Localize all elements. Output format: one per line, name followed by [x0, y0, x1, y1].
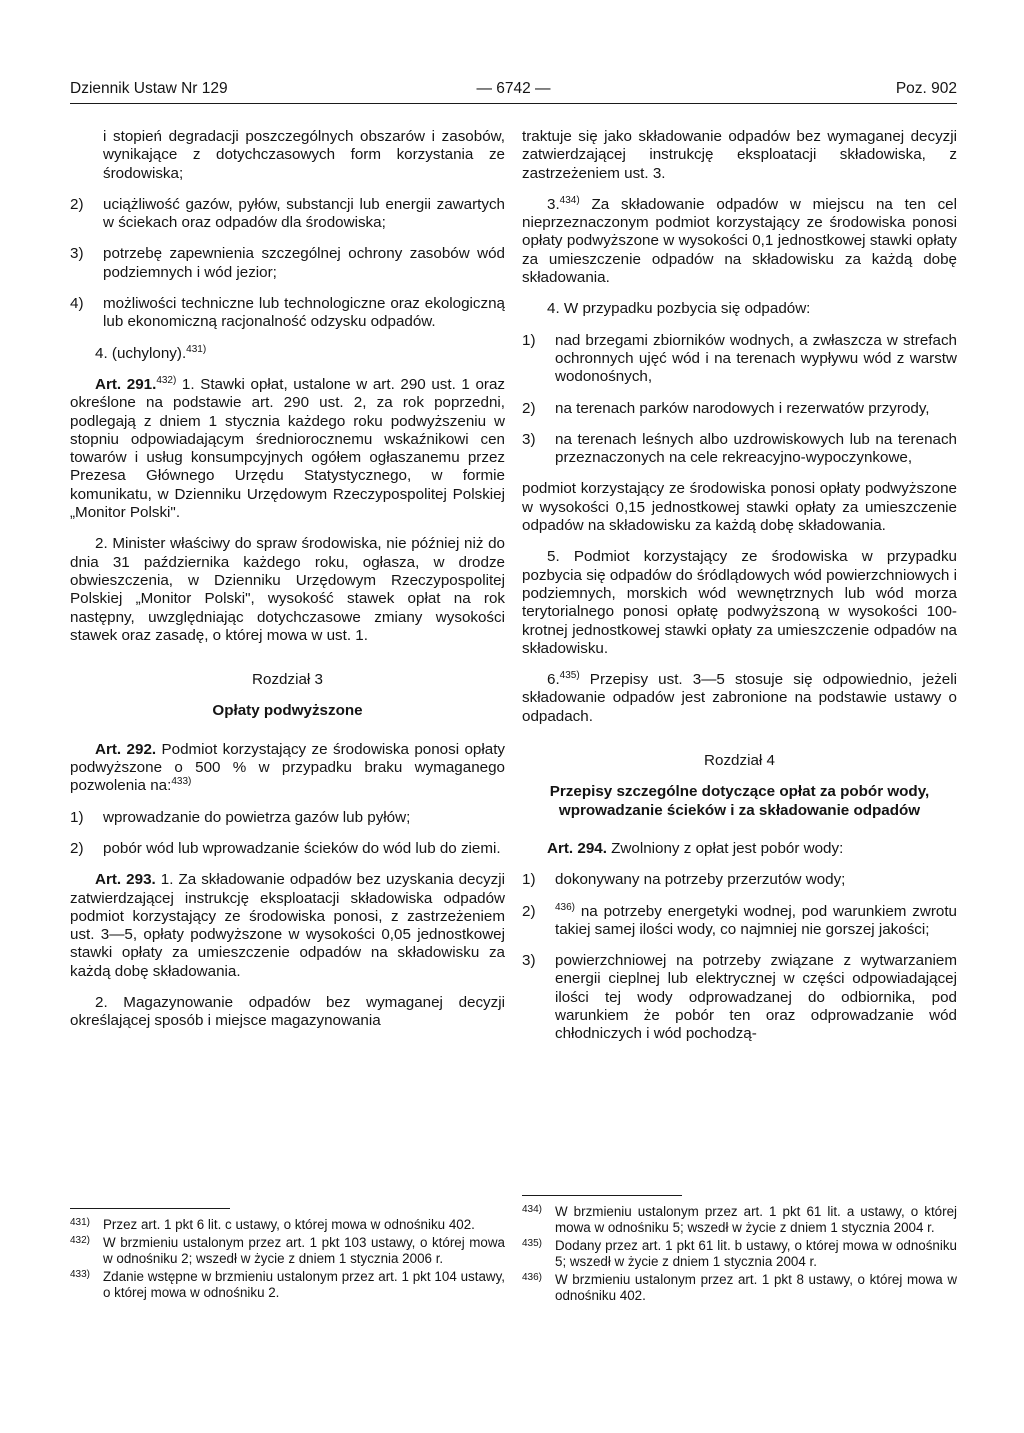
chapter-title: Opłaty podwyższone — [212, 702, 363, 720]
list-number: 1) — [70, 808, 84, 826]
list-number: 3) — [70, 245, 84, 263]
footnote-number: 436) — [522, 1272, 543, 1283]
footnote-ref: 436) — [555, 901, 576, 913]
list-number: 2) — [522, 902, 536, 920]
page-header — [70, 80, 957, 102]
footnote-ref: 431) — [186, 343, 207, 355]
footnote-number: 433) — [70, 1269, 91, 1280]
article-label: Art. 293. — [95, 871, 156, 889]
footnote — [522, 1238, 957, 1270]
article-text: Zwolniony z opłat jest pobór wody: — [606, 839, 844, 857]
list-text: na potrzeby energetyki wodnej, pod warunkiem zwrotu takiej samej ilości wody, co najmniej nie gorszej jakości; — [555, 902, 957, 938]
article-293 — [70, 871, 505, 981]
paragraph-text: 4. (uchylony). — [95, 344, 187, 362]
list-item — [522, 952, 957, 1043]
article-291-para-2: 2. Minister właściwy do spraw środowiska, nie później niż do dnia 31 października każdego roku, ogłasza, w drodze obwieszczenia, w Dzienniku Urzędowym Rzeczypospolitej Polskiej „Monitor Polski", wysokość stawek opłat na rok następny, uwzględniając dotychczasowe zmiany wysokości stawek oraz zasadę, o której mowa w ust. 1. — [70, 535, 505, 644]
list-text: uciążliwość gazów, pyłów, substancji lub energii zawartych w ściekach oraz odpadów dla środowiska; — [103, 195, 505, 232]
article-text: 1. Za składowanie odpadów bez uzyskania decyzji zatwierdzającej instrukcję eksploatacji składowiska odpadów podmiot korzystający ze środowiska ponosi, z zastrzeżeniem ust. 3—5, opłaty podwyższone w wysokości 0,05 jednostkowej stawki opłaty za umieszczenie odpadów na składowisku za każdą dobę składowania. — [70, 871, 505, 980]
list-text: dokonywany na potrzeby przerzutów wody; — [555, 871, 846, 889]
list-text: na terenach parków narodowych i rezerwatów przyrody, — [555, 399, 930, 417]
list-item — [522, 431, 957, 468]
paragraph-number: 3. — [547, 195, 560, 213]
chapter-title: Przepisy szczególne dotyczące opłat za pobór wody, wprowadzanie ścieków i za składowanie odpadów — [549, 783, 930, 819]
article-label: Art. 294. — [547, 839, 607, 857]
header-rule — [70, 103, 957, 104]
list-text: powierzchniowej na potrzeby związane z wytwarzaniem energii cieplnej lub elektrycznej w części odpowiadającej ilości tej wody odprowadzanej do odbiornika, pod warunkiem że pobór ten oraz odprowadzanie wód chłodniczych i wód pochodzą- — [555, 952, 957, 1043]
article-text: Podmiot korzystający ze środowiska ponosi opłaty podwyższone o 500 % w przypadku braku wymaganego pozwolenia na: — [70, 740, 506, 795]
footnotes-left — [70, 1208, 505, 1303]
footnote-ref: 435) — [559, 670, 580, 682]
paragraph-4-tail: podmiot korzystający ze środowiska ponosi opłaty podwyższone w wysokości 0,15 jednostkowej stawki opłaty za umieszczenie odpadów na składowisku za każdą dobę składowania. — [522, 480, 957, 535]
footnote-text: W brzmieniu ustalonym przez art. 1 pkt 103 ustawy, o której mowa w odnośniku 2; wszedł w życie z dniem 1 stycznia 2006 r. — [103, 1235, 505, 1266]
footnote-text: Przez art. 1 pkt 6 lit. c ustawy, o której mowa w odnośniku 402. — [103, 1217, 475, 1232]
list-item — [70, 809, 505, 827]
paragraph-text: Za składowanie odpadów w miejscu na ten cel nieprzeznaczonym podmiot korzystający ze środowiska ponosi opłaty podwyższone w wysokości 0,1 jednostkowej stawki opłaty za umieszczenie odpadów na składowisku za każdą dobę składowania. — [522, 195, 957, 287]
footnote-ref: 434) — [559, 194, 580, 206]
footnote-rule — [70, 1208, 230, 1209]
paragraph-continuation: i stopień degradacji poszczególnych obszarów i zasobów, wynikające z dotychczasowych form korzystania ze środowiska; — [103, 128, 505, 182]
chapter-heading: Rozdział 4 — [704, 752, 775, 770]
footnote — [522, 1272, 957, 1304]
paragraph-4: 4. W przypadku pozbycia się odpadów: — [547, 300, 811, 318]
footnote-text: W brzmieniu ustalonym przez art. 1 pkt 8 ustawy, o której mowa w odnośniku 402. — [555, 1272, 957, 1303]
paragraph-4-repealed — [70, 345, 505, 363]
position-number: Poz. 902 — [895, 80, 957, 97]
list-item — [70, 245, 505, 282]
footnote — [522, 1204, 957, 1236]
paragraph-6 — [522, 671, 957, 726]
footnote-rule — [522, 1195, 682, 1196]
list-item — [522, 903, 957, 940]
list-item — [522, 871, 957, 889]
footnote — [70, 1217, 505, 1233]
footnotes-right — [522, 1195, 957, 1306]
paragraph-3 — [522, 196, 957, 287]
list-item — [70, 196, 505, 233]
left-column — [70, 128, 505, 1044]
page-number: — 6742 — — [476, 80, 551, 97]
list-text: nad brzegami zbiorników wodnych, a zwłaszcza w strefach ochronnych ujęć wód i na terenach wypływu wód z warstw wodonośnych, — [555, 331, 957, 386]
footnote-text: Zdanie wstępne w brzmieniu ustalonym przez art. 1 pkt 104 ustawy, o której mowa w odnośniku 2. — [103, 1269, 505, 1300]
footnote-text: W brzmieniu ustalonym przez art. 1 pkt 61 lit. a ustawy, o której mowa w odnośniku 5; wszedł w życie z dniem 1 stycznia 2004 r. — [555, 1204, 957, 1235]
footnote — [70, 1269, 505, 1301]
list-text: pobór wód lub wprowadzanie ścieków do wód lub do ziemi. — [103, 839, 501, 857]
list-item — [522, 400, 957, 418]
list-number: 3) — [522, 952, 536, 970]
chapter-heading: Rozdział 3 — [252, 671, 323, 689]
footnote-ref: 433) — [171, 776, 192, 788]
article-294 — [522, 840, 957, 858]
paragraph-number: 6. — [547, 671, 560, 689]
article-label: Art. 292. — [95, 740, 157, 758]
list-item — [70, 295, 505, 332]
paragraph-text: Przepisy ust. 3—5 stosuje się odpowiednio, jeżeli składowanie odpadów jest zabronione na podstawie ustawy o odpadach. — [522, 671, 957, 725]
list-number: 2) — [522, 399, 536, 417]
right-column — [522, 128, 957, 1057]
footnote-text: Dodany przez art. 1 pkt 61 lit. b ustawy, o której mowa w odnośniku 5; wszedł w życie z dniem 1 stycznia 2004 r. — [555, 1238, 957, 1269]
footnote-number: 435) — [522, 1238, 543, 1249]
list-number: 1) — [522, 331, 536, 349]
footnote-number: 432) — [70, 1235, 91, 1246]
list-number: 2) — [70, 195, 84, 213]
footnote-number: 431) — [70, 1217, 91, 1228]
list-item — [70, 840, 505, 858]
list-text: możliwości techniczne lub technologiczne oraz ekologiczną lub ekonomiczną racjonalność odzysku odpadów. — [103, 295, 505, 331]
list-number: 4) — [70, 295, 84, 313]
article-292 — [70, 741, 505, 796]
article-text: 1. Stawki opłat, ustalone w art. 290 ust. 1 oraz określone na podstawie art. 290 ust. 2, za rok poprzedni, podlegają z dniem 1 stycznia każdego roku podwyższeniu w stopniu odpowiadającym średniorocznemu wskaźnikowi cen towarów i usług konsumpcyjnych ogółem ogłaszanemu przez Prezesa Głównego Urzędu Statystycznego, w formie komunikatu, w Dzienniku Urzędowym Rzeczypospolitej Polskiej „Monitor Polski". — [70, 375, 505, 522]
list-number: 3) — [522, 430, 536, 448]
article-291 — [70, 376, 505, 522]
article-label: Art. 291. — [95, 375, 157, 393]
list-item — [522, 332, 957, 387]
footnote-number: 434) — [522, 1204, 543, 1215]
footnote-ref: 432) — [156, 374, 177, 386]
article-293-para-2: 2. Magazynowanie odpadów bez wymaganej decyzji określającej sposób i miejsce magazynowania — [70, 993, 505, 1030]
list-number: 2) — [70, 839, 84, 857]
list-text: potrzebę zapewnienia szczególnej ochrony zasobów wód podziemnych i wód jezior; — [103, 245, 505, 281]
paragraph-continuation: traktuje się jako składowanie odpadów bez wymaganej decyzji zatwierdzającej instrukcję eksploatacji składowiska, z zastrzeżeniem ust. 3. — [522, 128, 957, 182]
journal-title: Dziennik Ustaw Nr 129 — [70, 80, 228, 97]
list-number: 1) — [522, 871, 536, 889]
list-text: na terenach leśnych albo uzdrowiskowych lub na terenach przeznaczonych na cele rekreacyjno-wypoczynkowe, — [555, 430, 957, 467]
paragraph-5: 5. Podmiot korzystający ze środowiska w przypadku pozbycia się odpadów do śródlądowych wód powierzchniowych i podziemnych, morskich wód wewnętrznych lub wód morza terytorialnego ponosi opłatę podwyższoną w wysokości 100-krotnej jednostkowej stawki opłaty za umieszczenie odpadów na składowisku. — [522, 548, 957, 657]
list-text: wprowadzanie do powietrza gazów lub pyłów; — [103, 808, 411, 826]
footnote — [70, 1235, 505, 1267]
